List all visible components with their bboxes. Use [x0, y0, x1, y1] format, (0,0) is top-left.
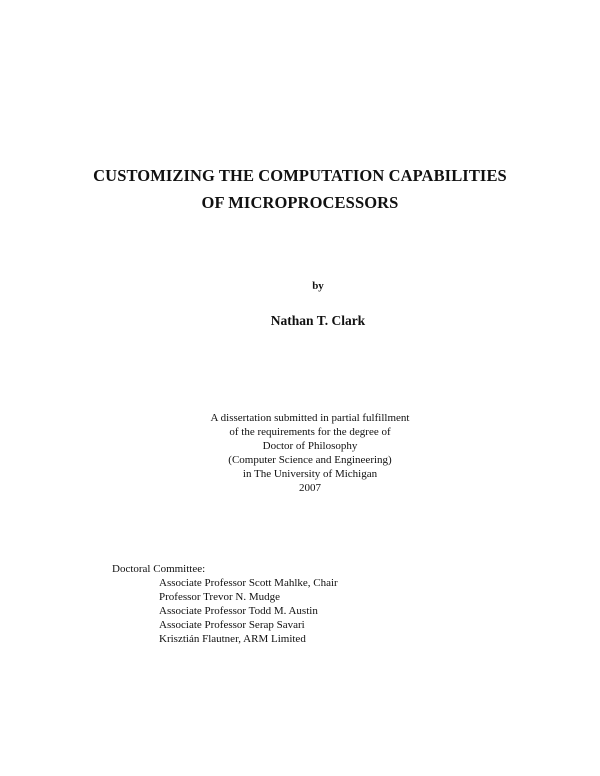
- title-line-2: OF MICROPROCESSORS: [201, 193, 399, 212]
- university-name: in The University of Michigan: [242, 468, 378, 480]
- submission-statement: [0, 411, 600, 495]
- title-line-1: CUSTOMIZING THE COMPUTATION CAPABILITIES: [93, 166, 507, 185]
- committee-member: Professor Trevor N. Mudge: [159, 591, 280, 603]
- doctoral-committee: [112, 562, 338, 646]
- committee-member: Associate Professor Serap Savari: [159, 619, 305, 631]
- committee-member-list: [112, 576, 338, 646]
- committee-member: Krisztián Flautner, ARM Limited: [159, 633, 306, 645]
- degree-field: (Computer Science and Engineering): [228, 454, 392, 466]
- author-name: Nathan T. Clark: [270, 313, 366, 328]
- dissertation-title: [0, 162, 600, 216]
- committee-member: Associate Professor Scott Mahlke, Chair: [159, 577, 338, 589]
- submission-year: 2007: [299, 482, 321, 494]
- by-label: by: [312, 280, 324, 292]
- committee-heading: Doctoral Committee:: [112, 563, 206, 575]
- committee-member: Associate Professor Todd M. Austin: [159, 605, 318, 617]
- submission-line-2: of the requirements for the degree of: [229, 426, 391, 438]
- submission-line-1: A dissertation submitted in partial fulfillment: [210, 412, 410, 424]
- degree-name: Doctor of Philosophy: [262, 440, 358, 452]
